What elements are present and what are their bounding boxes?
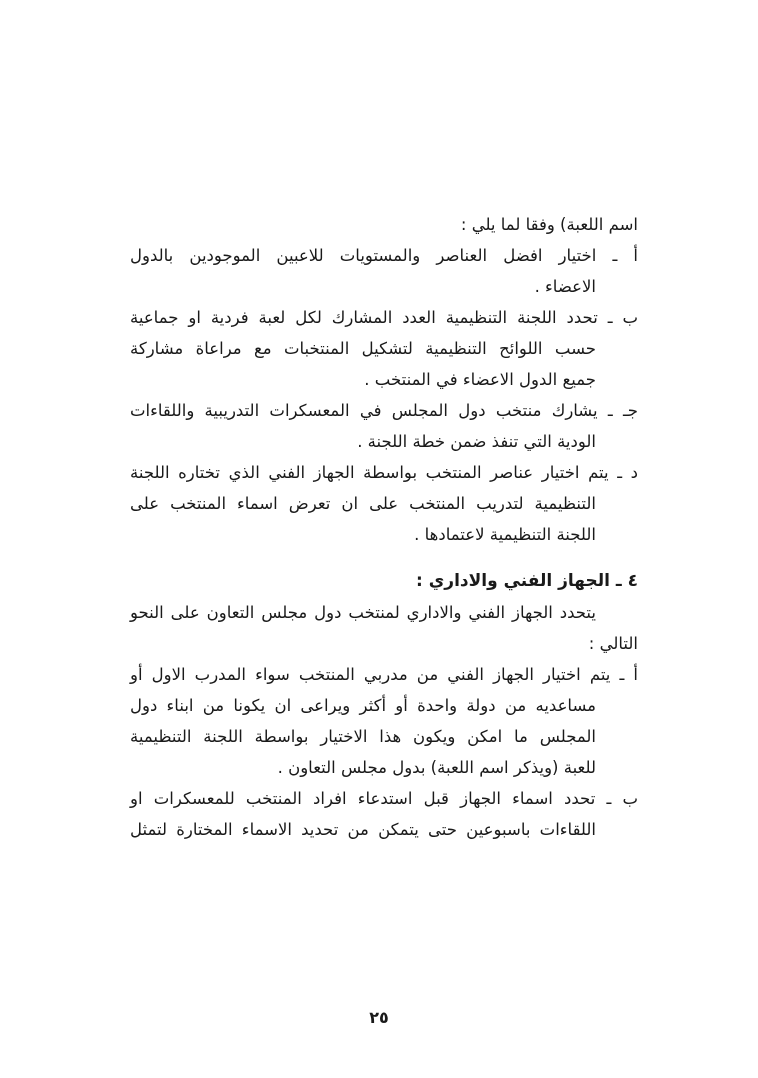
text-line: ب ـ تحدد اللجنة التنظيمية العدد المشارك لكل لعبة فردية او جماعية (130, 308, 638, 327)
text-line: الاعضاء . (534, 277, 596, 296)
text-line: جـ ـ يشارك منتخب دول المجلس في المعسكرات التدريبية واللقاءات (130, 401, 638, 420)
text-line: ب ـ تحدد اسماء الجهاز قبل استدعاء افراد المنتخب للمعسكرات او (130, 789, 638, 808)
text-line: جميع الدول الاعضاء في المنتخب . (364, 370, 596, 389)
text-line: يتحدد الجهاز الفني والاداري لمنتخب دول مجلس التعاون على النحو (130, 603, 596, 622)
text-line: التالي : (588, 634, 638, 653)
text-line: د ـ يتم اختيار عناصر المنتخب بواسطة الجهاز الفني الذي تختاره اللجنة (130, 463, 638, 482)
text-line: اللجنة التنظيمية لاعتمادها . (414, 525, 596, 544)
text-line: التنظيمية لتدريب المنتخب على ان تعرض اسماء المنتخب على (130, 494, 596, 513)
text-line: مساعديه من دولة واحدة أو أكثر ويراعى ان يكونا من ابناء دول (130, 696, 596, 715)
text-line: أ ـ يتم اختيار الجهاز الفني من مدربي المنتخب سواء المدرب الاول أو (130, 665, 638, 684)
text-line: اللقاءات باسبوعين حتى يتمكن من تحديد الاسماء المختارة لتمثل (130, 820, 596, 839)
page-number: ٢٥ (369, 1008, 389, 1027)
section-heading: ٤ ـ الجهاز الفني والاداري : (415, 571, 638, 591)
text-line: اسم اللعبة) وفقا لما يلي : (460, 215, 638, 234)
text-line: المجلس ما امكن ويكون هذا الاختيار بواسطة اللجنة التنظيمية (130, 727, 596, 746)
text-line: أ ـ اختيار افضل العناصر والمستويات للاعبين الموجودين بالدول (130, 246, 638, 265)
text-line: الودية التي تنفذ ضمن خطة اللجنة . (357, 432, 596, 451)
text-block (130, 209, 638, 845)
text-line: للعبة (ويذكر اسم اللعبة) بدول مجلس التعاون . (277, 758, 596, 777)
text-line: حسب اللوائح التنظيمية لتشكيل المنتخبات مع مراعاة مشاركة (130, 339, 596, 358)
